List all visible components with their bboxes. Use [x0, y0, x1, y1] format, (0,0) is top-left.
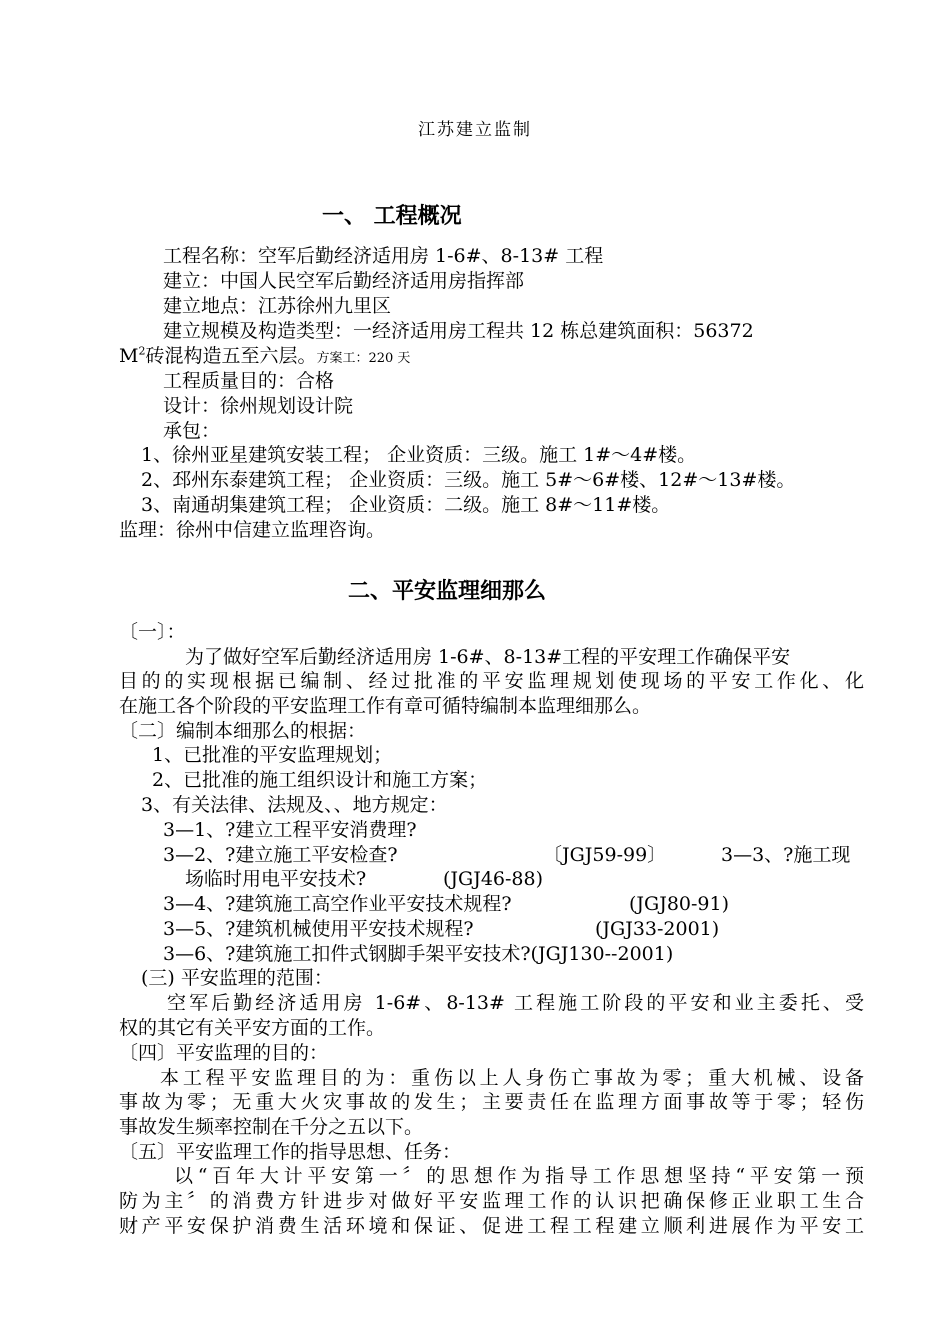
- regulation-5-code: (JGJ33-2001): [595, 918, 720, 940]
- location-line: 建立地点：江苏徐州九里区: [163, 295, 392, 317]
- paragraph-5-line-1: 以“百年大计平安第一〞的思想作为指导工作思想坚持“平安第一预: [174, 1165, 864, 1187]
- section-2-heading: 二、平安监理细那么: [348, 579, 547, 604]
- regulation-2-code: 〔JGJ59-99〕: [543, 844, 667, 866]
- regulation-4-code: (JGJ80-91): [629, 893, 730, 915]
- paragraph-1-line-2: 目的的实现根据已编制、经过批准的平安监理规划使现场的平安工作化、化: [119, 670, 864, 692]
- scale-line-1: 建立规模及构造类型：一经济适用房工程共 12 栋总建筑面积：56372: [163, 320, 754, 342]
- design-line: 设计：徐州规划设计院: [163, 395, 354, 417]
- structure-text: 砖混构造五至六层。: [145, 345, 317, 367]
- area-unit: M: [119, 345, 139, 367]
- regulation-3-code: (JGJ46-88): [443, 868, 544, 890]
- paragraph-4-line-3: 事故发生频率控制在千分之五以下。: [119, 1116, 424, 1138]
- regulation-4: 3—4、?建筑施工高空作业平安技术规程?: [163, 893, 512, 915]
- section-1-heading: 一、 工程概况: [322, 204, 462, 229]
- regulation-3-start: 3—3、?施工现: [721, 844, 851, 866]
- scale-line-2: [119, 344, 410, 371]
- regulation-6: 3—6、?建筑施工扣件式钢脚手架平安技术?(JGJ130--2001): [163, 943, 674, 965]
- paragraph-2-label: 〔二〕编制本细那么的根据：: [119, 720, 367, 742]
- project-name-line: 工程名称：空军后勤经济适用房 1-6#、8-13# 工程: [163, 245, 604, 267]
- paragraph-3-label: (三) 平安监理的范围：: [141, 967, 333, 989]
- supervisor-line: 监理：徐州中信建立监理咨询。: [119, 519, 386, 541]
- paragraph-4-label: 〔四〕平安监理的目的：: [119, 1042, 329, 1064]
- paragraph-3-line-2: 权的其它有关平安方面的工作。: [119, 1017, 386, 1039]
- paragraph-5-line-3: 财产平安保护消费生活环境和保证、促进工程工程建立顺利进展作为平安工: [119, 1215, 864, 1237]
- paragraph-1-line-1: 为了做好空军后勤经济适用房 1-6#、8-13#工程的平安理工作确保平安: [185, 646, 791, 668]
- quality-line: 工程质量目的：合格: [163, 370, 335, 392]
- basis-item-1: 1、已批准的平安监理规划；: [152, 744, 393, 766]
- basis-item-3: 3、有关法律、法规及、、地方规定：: [141, 794, 448, 816]
- basis-item-2: 2、已批准的施工组织设计和施工方案；: [152, 769, 488, 791]
- regulation-5: 3—5、?建筑机械使用平安技术规程?: [163, 918, 474, 940]
- contractor-1-line: 1、徐州亚星建筑安装工程； 企业资质：三级。施工 1#～4#楼。: [141, 444, 697, 466]
- builder-line: 建立：中国人民空军后勤经济适用房指挥部: [163, 270, 525, 292]
- schedule-text: 方案工：220 天: [316, 351, 411, 366]
- paragraph-4-line-2: 事故为零；无重大火灾事故的发生；主要责任在监理方面事故等于零；轻伤: [119, 1091, 864, 1113]
- paragraph-5-label: 〔五〕平安监理工作的指导思想、任务：: [119, 1141, 462, 1163]
- paragraph-1-label: 〔一〕：: [119, 621, 186, 643]
- contractor-3-line: 3、南通胡集建筑工程； 企业资质：二级。施工 8#～11#楼。: [141, 494, 671, 516]
- contract-line: 承包：: [163, 420, 221, 442]
- paragraph-3-line-1: 空军后勤经济适用房 1-6#、8-13# 工程施工阶段的平安和业主委托、受: [167, 992, 864, 1014]
- paragraph-4-line-1: 本工程平安监理目的为：重伤以上人身伤亡事故为零；重大机械、设备: [160, 1067, 864, 1089]
- regulation-3-cont: 场临时用电平安技术?: [185, 868, 367, 890]
- regulation-1: 3—1、?建立工程平安消费理?: [163, 819, 417, 841]
- paragraph-1-line-3: 在施工各个阶段的平安监理工作有章可循特编制本监理细那么。: [119, 695, 652, 717]
- contractor-2-line: 2、邳州东泰建筑工程； 企业资质：三级。施工 5#～6#楼、12#～13#楼。: [141, 469, 796, 491]
- area-unit-superscript: 2: [138, 344, 146, 358]
- paragraph-5-line-2: 防为主〞的消费方针进步对做好平安监理工作的认识把确保修正业职工生合: [119, 1190, 864, 1212]
- page-header: 江苏建立监制: [418, 120, 532, 140]
- regulation-2: 3—2、?建立施工平安检查?: [163, 844, 398, 866]
